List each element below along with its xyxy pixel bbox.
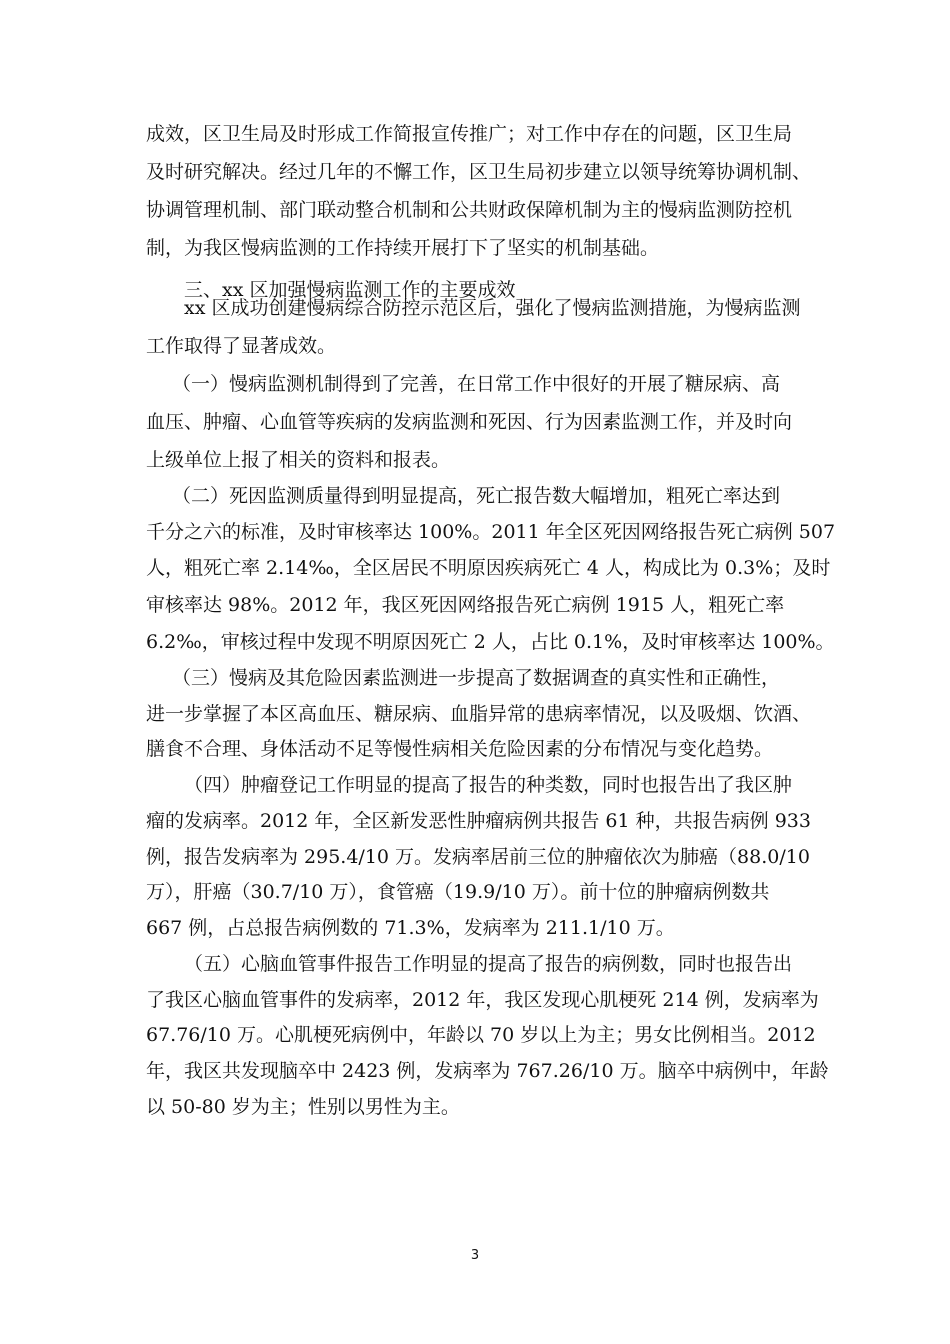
- text-line: 上级单位上报了相关的资料和报表。: [146, 449, 451, 471]
- text-line: xx 区成功创建慢病综合防控示范区后，强化了慢病监测措施，为慢病监测: [184, 297, 801, 319]
- text-line: 血压、肿瘤、心血管等疾病的发病监测和死因、行为因素监测工作，并及时向: [146, 411, 793, 433]
- text-line: 万），肝癌（30.7/10 万），食管癌（19.9/10 万）。前十位的肿瘤病例数共: [146, 881, 770, 903]
- text-line: 协调管理机制、部门联动整合机制和公共财政保障机制为主的慢病监测防控机: [146, 199, 793, 221]
- text-line: 进一步掌握了本区高血压、糖尿病、血脂异常的患病率情况，以及吸烟、饮酒、: [146, 703, 812, 725]
- text-line: 瘤的发病率。2012 年，全区新发恶性肿瘤病例共报告 61 种，共报告病例 933: [146, 810, 811, 832]
- text-line: 成效，区卫生局及时形成工作简报宣传推广；对工作中存在的问题，区卫生局: [146, 123, 793, 145]
- text-line: （三）慢病及其危险因素监测进一步提高了数据调查的真实性和正确性，: [172, 667, 781, 689]
- section-heading: 三、xx 区加强慢病监测工作的主要成效: [184, 279, 516, 301]
- text-line: （四）肿瘤登记工作明显的提高了报告的种类数，同时也报告出了我区肿: [184, 774, 793, 796]
- text-line: 审核率达 98%。2012 年，我区死因网络报告死亡病例 1915 人，粗死亡率: [146, 594, 785, 616]
- text-line: 667 例，占总报告病例数的 71.3%，发病率为 211.1/10 万。: [146, 917, 675, 939]
- text-line: 人，粗死亡率 2.14‰，全区居民不明原因疾病死亡 4 人，构成比为 0.3%；及时: [146, 557, 831, 579]
- text-line: 6.2‰，审核过程中发现不明原因死亡 2 人，占比 0.1%，及时审核率达 100%。: [146, 631, 835, 653]
- text-line: 千分之六的标准，及时审核率达 100%。2011 年全区死因网络报告死亡病例 507: [146, 521, 836, 543]
- text-line: 膳食不合理、身体活动不足等慢性病相关危险因素的分布情况与变化趋势。: [146, 738, 774, 760]
- text-line: （五）心脑血管事件报告工作明显的提高了报告的病例数，同时也报告出: [184, 953, 793, 975]
- text-line: 工作取得了显著成效。: [146, 335, 337, 357]
- text-line: 年，我区共发现脑卒中 2423 例，发病率为 767.26/10 万。脑卒中病例中，年龄: [146, 1060, 829, 1082]
- text-line: 67.76/10 万。心肌梗死病例中，年龄以 70 岁以上为主；男女比例相当。2012: [146, 1024, 816, 1046]
- text-line: 了我区心脑血管事件的发病率，2012 年，我区发现心肌梗死 214 例，发病率为: [146, 989, 819, 1011]
- text-line: 制，为我区慢病监测的工作持续开展打下了坚实的机制基础。: [146, 237, 660, 259]
- text-line: （一）慢病监测机制得到了完善，在日常工作中很好的开展了糖尿病、高: [172, 373, 781, 395]
- text-line: （二）死因监测质量得到明显提高，死亡报告数大幅增加，粗死亡率达到: [172, 485, 781, 507]
- text-line: 以 50-80 岁为主；性别以男性为主。: [146, 1096, 460, 1118]
- page-number: 3: [470, 1248, 480, 1263]
- text-line: 例，报告发病率为 295.4/10 万。发病率居前三位的肿瘤依次为肺癌（88.0/10: [146, 846, 810, 868]
- text-line: 及时研究解决。经过几年的不懈工作，区卫生局初步建立以领导统筹协调机制、: [146, 161, 812, 183]
